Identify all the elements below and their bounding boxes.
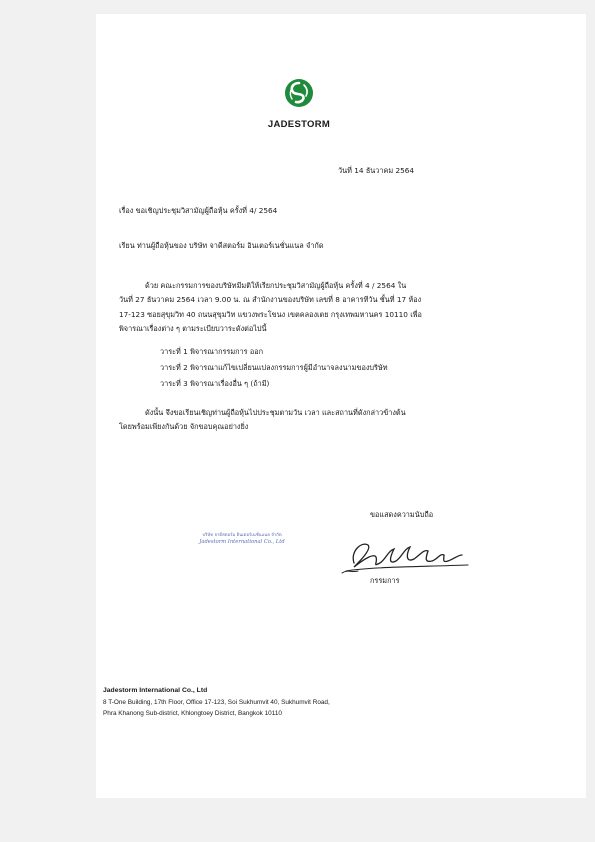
letter-addressee: เรียน ท่านผู้ถือหุ้นของ บริษัท จาดีสตอร์ม อินเตอร์เนชั่นแนล จำกัด <box>119 241 324 250</box>
closing-line: ดังนั้น จึงขอเรียนเชิญท่านผู้ถือหุ้นไปประชุมตามวัน เวลา และสถานที่ดังกล่าวข้างต้น <box>145 408 406 417</box>
body-paragraph <box>119 279 485 337</box>
agenda-item: วาระที่ 2 พิจารณาแก้ไขเปลี่ยนแปลงกรรมการผู้มีอำนาจลงนามของบริษัท <box>160 363 388 372</box>
company-stamp-english: Jadestorm International Co., Ltd <box>199 539 285 545</box>
regards-text: ขอแสดงความนับถือ <box>370 510 434 519</box>
agenda-item: วาระที่ 1 พิจารณากรรมการ ออก <box>160 347 264 356</box>
body-line: พิจารณาเรื่องต่าง ๆ ตามระเบียบวาระดังต่อไปนี้ <box>119 324 267 334</box>
closing-paragraph <box>119 406 485 435</box>
letter-subject: เรื่อง ขอเชิญประชุมวิสามัญผู้ถือหุ้น ครั้งที่ 4/ 2564 <box>119 206 278 215</box>
closing-line: โดยพร้อมเพียงกันด้วย จักขอบคุณอย่างยิ่ง <box>119 422 249 432</box>
footer-address-line: 8 T-One Building, 17th Floor, Office 17-123, Soi Sukhumvit 40, Sukhumvit Road, <box>103 699 330 706</box>
agenda-item: วาระที่ 3 พิจารณาเรื่องอื่น ๆ (ถ้ามี) <box>160 379 270 388</box>
body-line: 17-123 ซอยสุขุมวิท 40 ถนนสุขุมวิท แขวงพระโขนง เขตคลองเตย กรุงเทพมหานคร 10110 เพื่อ <box>119 309 422 319</box>
footer-address-line: Phra Khanong Sub-district, Khlongtoey District, Bangkok 10110 <box>103 710 282 717</box>
body-line: วันที่ 27 ธันวาคม 2564 เวลา 9.00 น. ณ สำนักงานของบริษัท เลขที่ 8 อาคารทีวัน ชั้นที่ 17 ห้อง <box>119 295 422 305</box>
company-brand-name: JADESTORM <box>267 119 331 130</box>
body-line: ด้วย คณะกรรมการของบริษัทมีมติให้เรียกประชุมวิสามัญผู้ถือหุ้น ครั้งที่ 4 / 2564 ใน <box>145 281 407 290</box>
handwritten-signature <box>340 533 480 581</box>
green-swirl-logo-icon <box>284 78 314 108</box>
company-stamp-thai: บริษัท จาดีสตอร์ม อินเตอร์เนชั่นแนล จำกัด <box>202 533 282 538</box>
footer-company-name: Jadestorm International Co., Ltd <box>103 687 208 694</box>
signer-title: กรรมการ <box>370 576 400 585</box>
letter-date: วันที่ 14 ธันวาคม 2564 <box>338 166 415 175</box>
